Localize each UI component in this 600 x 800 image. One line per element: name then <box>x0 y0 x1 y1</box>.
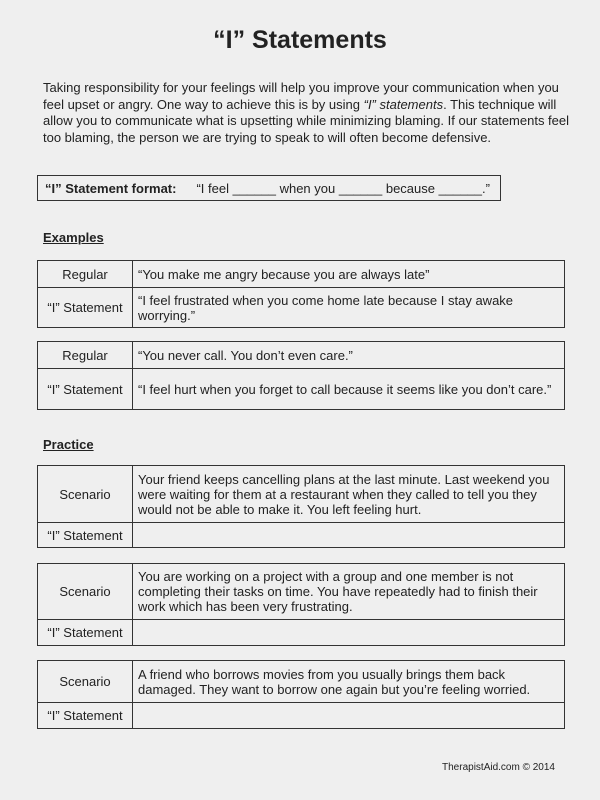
i-statement: “I feel hurt when you forget to call because it seems like you don’t care.” <box>133 369 565 410</box>
example-table <box>37 341 565 410</box>
intro-paragraph <box>43 80 573 146</box>
examples-heading: Examples <box>43 230 104 245</box>
intro-text-end: . This technique will allow you to communicate what is upsetting while minimizing blaming. If our statements feel too blaming, the person we are trying to speak to will often become defensive. <box>43 96 570 145</box>
intro-text: Taking responsibility for your feelings will help you improve your communication when you feel upset or angry. One way to achieve this is by using <box>43 80 559 112</box>
row-label: “I” Statement <box>38 369 133 410</box>
practice-heading: Practice <box>43 437 94 452</box>
row-label: Scenario <box>38 466 133 523</box>
table-row <box>38 661 565 703</box>
row-label: “I” Statement <box>38 288 133 328</box>
table-row <box>38 288 565 328</box>
i-statement-answer[interactable] <box>133 620 565 646</box>
table-row <box>38 523 565 548</box>
practice-table <box>37 563 565 646</box>
format-box <box>37 175 501 201</box>
scenario-text: A friend who borrows movies from you usually brings them back damaged. They want to borrow one again but you’re feeling worried. <box>133 661 565 703</box>
regular-statement: “You make me angry because you are always late” <box>133 261 565 288</box>
format-template: “I feel ______ when you ______ because ______.” <box>196 181 490 196</box>
intro-emphasis: “I” statements <box>363 96 444 112</box>
table-row <box>38 703 565 729</box>
row-label: “I” Statement <box>38 523 133 548</box>
row-label: Scenario <box>38 564 133 620</box>
i-statement-answer[interactable] <box>133 703 565 729</box>
footer-credit: TherapistAid.com © 2014 <box>442 762 555 773</box>
row-label: “I” Statement <box>38 703 133 729</box>
row-label: Regular <box>38 342 133 369</box>
practice-table <box>37 465 565 548</box>
table-row <box>38 466 565 523</box>
row-label: Regular <box>38 261 133 288</box>
table-row <box>38 342 565 369</box>
table-row <box>38 620 565 646</box>
i-statement-answer[interactable] <box>133 523 565 548</box>
scenario-text: Your friend keeps cancelling plans at the last minute. Last weekend you were waiting for them at a restaurant when they called to tell you they would not be able to make it. You left feeling hurt. <box>133 466 565 523</box>
i-statement: “I feel frustrated when you come home late because I stay awake worrying.” <box>133 288 565 328</box>
regular-statement: “You never call. You don’t even care.” <box>133 342 565 369</box>
table-row <box>38 261 565 288</box>
practice-table <box>37 660 565 729</box>
format-label: “I” Statement format: <box>45 181 177 196</box>
table-row <box>38 369 565 410</box>
page-title: “I” Statements <box>213 26 387 54</box>
row-label: “I” Statement <box>38 620 133 646</box>
scenario-text: You are working on a project with a group and one member is not completing their tasks on time. You have repeatedly had to finish their work which has been very frustrating. <box>133 564 565 620</box>
table-row <box>38 564 565 620</box>
example-table <box>37 260 565 328</box>
row-label: Scenario <box>38 661 133 703</box>
